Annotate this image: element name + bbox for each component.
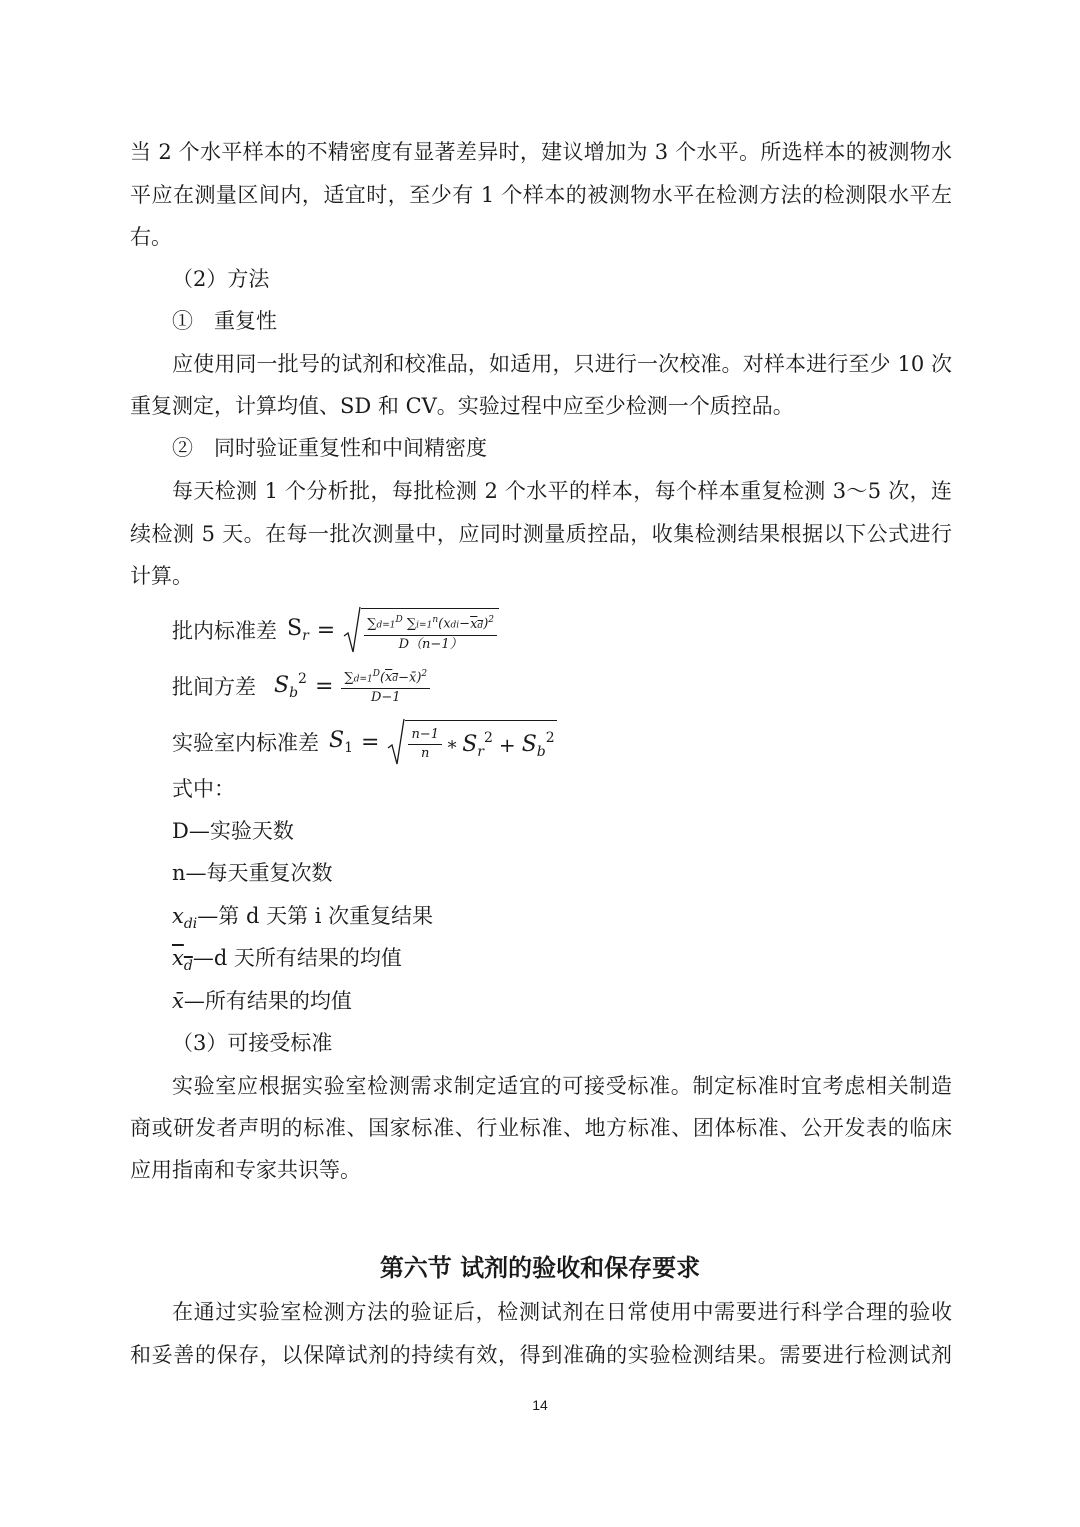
paragraph-line: 续检测 5 天。在每一批次测量中，应同时测量质控品，收集检测结果根据以下公式进行 bbox=[130, 522, 952, 546]
paragraph-line: 计算。 bbox=[130, 564, 193, 588]
paragraph-line: 实验室应根据实验室检测需求制定适宜的可接受标准。制定标准时宜考虑相关制造 bbox=[172, 1074, 952, 1098]
formula-label: 实验室内标准差 bbox=[172, 731, 319, 755]
subsection-heading: （3）可接受标准 bbox=[172, 1031, 333, 1055]
definitions-intro: 式中： bbox=[172, 777, 235, 801]
definition-xdi: $x_{di}—$第 d 天第 i 次重复结果 bbox=[172, 904, 434, 932]
paragraph-line: 每天检测 1 个分析批，每批检测 2 个水平的样本，每个样本重复检测 3～5 次，连 bbox=[172, 479, 952, 503]
paragraph-line: 在通过实验室检测方法的验证后，检测试剂在日常使用中需要进行科学合理的验收 bbox=[172, 1300, 952, 1324]
formula-within-run-sd: 批内标准差 $S_r$ = $\frac{\sum d=1^D \sum i=1^n(xdi-xd)^2}{D(n-1)}$ bbox=[172, 600, 499, 660]
definition-D: D—实验天数 bbox=[172, 819, 294, 843]
definition-xd: $x_d—d$ 天所有结果的均值 bbox=[172, 946, 402, 974]
paragraph-line: 右。 bbox=[130, 225, 172, 249]
subsection-heading: （2）方法 bbox=[172, 267, 270, 291]
paragraph-line: 应用指南和专家共识等。 bbox=[130, 1158, 361, 1182]
section-title: 第六节 试剂的验收和保存要求 bbox=[379, 1254, 701, 1282]
formula-label: 批间方差 bbox=[172, 675, 256, 699]
item-heading: ② 同时验证重复性和中间精密度 bbox=[172, 436, 487, 460]
paragraph-line: 平应在测量区间内，适宜时，至少有 1 个样本的被测物水平在检测方法的检测限水平左 bbox=[130, 183, 952, 207]
item-heading: ① 重复性 bbox=[172, 309, 277, 333]
page-number: 14 bbox=[532, 1397, 548, 1413]
definition-xbar: x̄̄—所有结果的均值 bbox=[172, 989, 352, 1013]
paragraph-line: 和妥善的保存，以保障试剂的持续有效，得到准确的实验检测结果。需要进行检测试剂 bbox=[130, 1343, 952, 1367]
formula-label: 批内标准差 bbox=[172, 619, 277, 643]
definition-n: n—每天重复次数 bbox=[172, 861, 333, 885]
paragraph-line: 重复测定，计算均值、SD 和 CV。实验过程中应至少检测一个质控品。 bbox=[130, 394, 794, 418]
paragraph-line: 应使用同一批号的试剂和校准品，如适用，只进行一次校准。对样本进行至少 10 次 bbox=[172, 352, 952, 376]
paragraph-line: 当 2 个水平样本的不精密度有显著差异时，建议增加为 3 个水平。所选样本的被测物水 bbox=[130, 140, 952, 164]
paragraph-line: 商或研发者声明的标准、国家标准、行业标准、地方标准、团体标准、公开发表的临床 bbox=[130, 1116, 952, 1140]
formula-between-run-variance: 批间方差 $S_b^2$ = $\frac{\sum d=1^D(xd-x̄̄)^2}{D-1}$ bbox=[172, 656, 430, 716]
formula-within-lab-sd: 实验室内标准差 $S_1$ = $\frac{n-1}{n}$ ∗ $S_r^2$ + $S_b^2$ bbox=[172, 712, 557, 772]
sqrt-icon bbox=[387, 718, 405, 766]
sqrt-icon bbox=[343, 606, 361, 654]
